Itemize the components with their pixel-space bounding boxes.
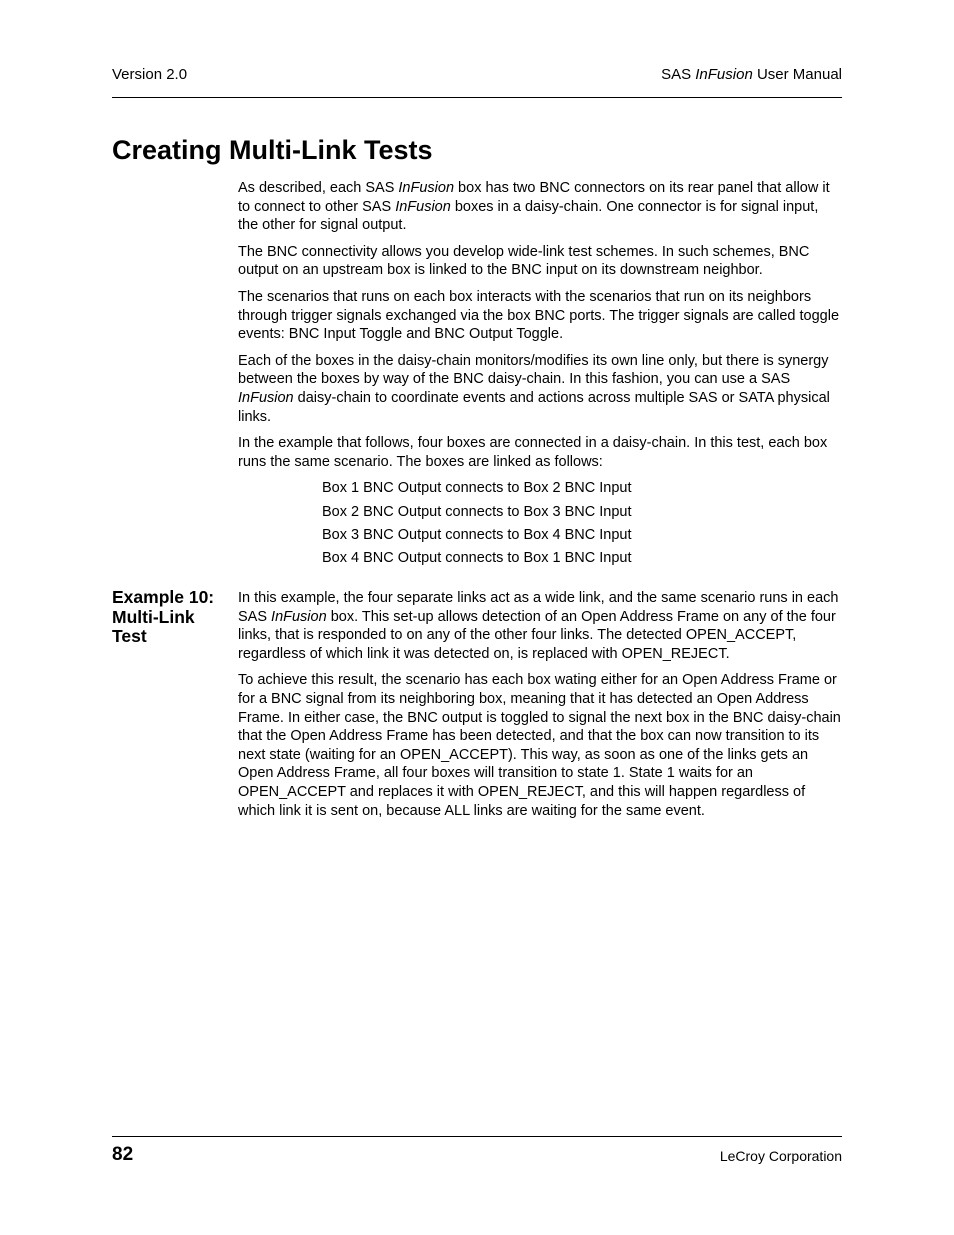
connection-item: Box 3 BNC Output connects to Box 4 BNC Input: [322, 526, 632, 543]
intro-paragraph-4: [238, 352, 842, 426]
intro-p1-em-1: InFusion: [398, 180, 455, 196]
page-title: Creating Multi-Link Tests: [112, 135, 433, 165]
connection-list: [238, 479, 842, 567]
footer-divider: [112, 1136, 842, 1137]
example-heading-line-2: Multi-Link: [112, 606, 195, 627]
intro-paragraph-5: In the example that follows, four boxes are connected in a daisy-chain. In this test, each box runs the same scenario. The boxes are linked as follows:: [238, 435, 828, 470]
intro-p4-em: InFusion: [238, 389, 294, 406]
example-p1-em: InFusion: [271, 608, 327, 625]
example-paragraph-1: [238, 589, 842, 663]
connection-item: Box 1 BNC Output connects to Box 2 BNC Input: [322, 480, 632, 497]
footer-company: LeCroy Corporation: [719, 1148, 842, 1164]
intro-paragraph-2: The BNC connectivity allows you develop wide-link test schemes. In such schemes, BNC output on an upstream box is linked to the BNC input on its downstream neighbor.: [238, 243, 810, 279]
intro-p4-text-b: daisy-chain to coordinate events and actions across multiple SAS or SATA physical links.: [238, 389, 830, 425]
header-manual-post: User Manual: [752, 66, 842, 83]
example-heading: [112, 588, 232, 647]
intro-paragraph-3: The scenarios that runs on each box interacts with the scenarios that run on its neighbors through trigger signals exchanged via the box BNC ports. The trigger signals are called toggle events: BNC Input Toggle and BNC Output Toggle.: [238, 288, 840, 343]
header-manual-em: InFusion: [695, 66, 753, 83]
intro-p1-text-a: As described, each SAS: [238, 180, 399, 196]
header-manual-pre: SAS: [661, 66, 696, 83]
header-version: Version 2.0: [112, 66, 188, 83]
header-divider: [112, 97, 842, 98]
header-manual-title: [661, 66, 842, 83]
example-paragraph-2: To achieve this result, the scenario has each box wating either for an Open Address Frame or for a BNC signal from its neighboring box, meaning that it has detected an Open Address Frame. In either case, the BNC output is toggled to signal the next box in the BNC daisy-chain that the Open Address Frame has been detected, and that the box can now transition to its next state (waiting for an OPEN_ACCEPT). This way, as soon as one of the links gets an Open Address Frame, all four boxes will transition to state 1. State 1 waits for an OPEN_ACCEPT and replaces it with OPEN_REJECT, and this will happen regardless of which link it is sent on, because ALL links are waiting for the same event.: [238, 672, 841, 819]
example-heading-line-3: Test: [112, 626, 147, 646]
example-section: [238, 589, 842, 828]
connection-item: Box 2 BNC Output connects to Box 3 BNC Input: [322, 503, 632, 520]
intro-paragraph-1: [238, 179, 842, 235]
example-p1-text-a: In this example, the four separate links act as a wide link, and the same scenario runs in each SAS: [238, 590, 839, 625]
intro-section: [238, 179, 842, 572]
example-heading-line-1: Example 10:: [112, 587, 215, 607]
intro-p4-text-a: Each of the boxes in the daisy-chain monitors/modifies its own line only, but there is synergy between the boxes by way of the BNC daisy-chain. In this fashion, you can use a SAS: [238, 352, 829, 388]
connection-item: Box 4 BNC Output connects to Box 1 BNC Input: [322, 549, 632, 566]
example-p1-text-b: box. This set-up allows detection of an Open Address Frame on any of the four links, that is responded to on any of the other four links. The detected OPEN_ACCEPT, regardless of which link it was detected on, is replaced with OPEN_REJECT.: [238, 608, 836, 662]
intro-p1-text-b: box has two BNC connectors on its rear panel that allow it to connect to other SAS: [238, 180, 830, 215]
intro-p1-em-2: InFusion: [395, 198, 451, 215]
page-number: 82: [112, 1144, 134, 1165]
intro-p1-text-c: boxes in a daisy-chain. One connector is for signal input, the other for signal output.: [238, 198, 819, 234]
